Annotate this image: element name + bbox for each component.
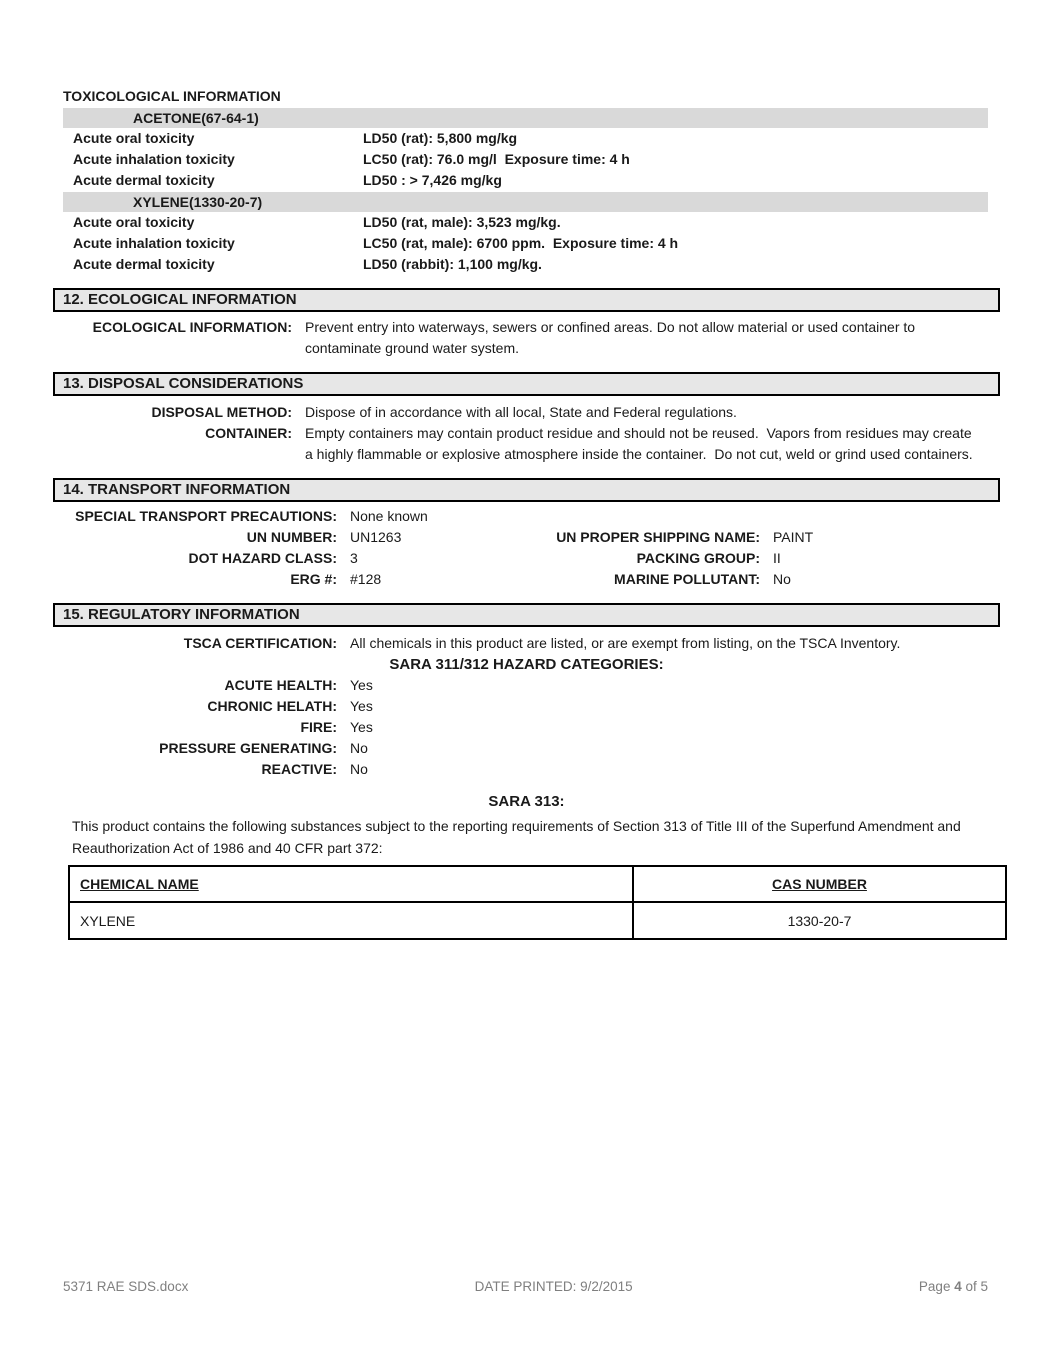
tox-row-label: Acute inhalation toxicity — [73, 151, 235, 167]
kv-value: No — [350, 740, 368, 756]
tox-row — [63, 170, 988, 191]
substance-banner-acetone: ACETONE(67-64-1) — [63, 108, 988, 128]
kv-label: UN PROPER SHIPPING NAME: — [556, 529, 760, 545]
kv-row — [53, 506, 1000, 527]
tox-row — [63, 149, 988, 170]
kv-value: Empty containers may contain product residue and should not be reused. Vapors from residues may create a highly flammable or explosive atmosphere inside the container. Do not cut, weld or grind used containers. — [305, 425, 976, 462]
footer-date-printed: DATE PRINTED: 9/2/2015 — [474, 1279, 633, 1294]
toxicology-title: TOXICOLOGICAL INFORMATION — [63, 88, 281, 104]
table-cell-chemical-name: XYLENE — [69, 902, 633, 939]
kv-label: ACUTE HEALTH: — [224, 677, 337, 693]
tox-row-label: Acute oral toxicity — [73, 214, 195, 230]
section-13-body — [0, 402, 1050, 465]
kv-row — [53, 402, 1000, 423]
hazard-row — [53, 738, 1000, 759]
kv-label: DISPOSAL METHOD: — [151, 404, 292, 420]
hazard-row — [53, 696, 1000, 717]
kv-value: #128 — [350, 571, 382, 587]
table-cell-cas-number: 1330-20-7 — [633, 902, 1006, 939]
tox-row-value: LD50 : > 7,426 mg/kg — [363, 172, 502, 188]
footer-filename: 5371 RAE SDS.docx — [63, 1279, 189, 1294]
sara-313-heading: SARA 313: — [488, 793, 565, 810]
tox-row-value: LC50 (rat, male): 6700 ppm. Exposure time: 4 h — [363, 235, 679, 251]
hazard-row — [53, 675, 1000, 696]
footer-page-prefix: Page — [918, 1279, 955, 1294]
kv-value: Prevent entry into waterways, sewers or confined areas. Do not allow material or used container to contaminate ground water system. — [305, 319, 919, 356]
table-header-cell-chemical-name — [69, 866, 633, 902]
kv-label: PRESSURE GENERATING: — [159, 740, 337, 756]
hazard-row — [53, 717, 1000, 738]
kv-row — [53, 317, 1000, 359]
kv-label: SPECIAL TRANSPORT PRECAUTIONS: — [75, 508, 337, 524]
tox-row — [63, 254, 988, 275]
table-header-row — [69, 866, 1006, 902]
section-12-body — [0, 317, 1050, 359]
kv-value: UN1263 — [350, 529, 402, 545]
kv-label: REACTIVE: — [261, 761, 337, 777]
section-15-header: 15. REGULATORY INFORMATION — [53, 603, 1000, 627]
tox-row-label: Acute oral toxicity — [73, 130, 195, 146]
kv-value: Yes — [350, 677, 373, 693]
tox-row-label: Acute dermal toxicity — [73, 256, 215, 272]
kv-label: ERG #: — [290, 571, 337, 587]
toxicology-section — [63, 86, 988, 275]
tox-row-value: LD50 (rabbit): 1,100 mg/kg. — [363, 256, 542, 272]
sara-313-paragraph: This product contains the following substances subject to the reporting requirements of Section 313 of Title III of the Superfund Amendment and Reauthorization Act of 1986 and 40 CFR part 372: — [72, 818, 961, 856]
section-12-header: 12. ECOLOGICAL INFORMATION — [53, 288, 1000, 312]
table-header-text: CHEMICAL NAME — [80, 876, 199, 892]
tox-row-label: Acute dermal toxicity — [73, 172, 215, 188]
footer-page-suffix: of 5 — [961, 1279, 988, 1294]
section-13-header: 13. DISPOSAL CONSIDERATIONS — [53, 372, 1000, 396]
sara-313-table — [68, 865, 1007, 940]
section-14-header: 14. TRANSPORT INFORMATION — [53, 478, 1000, 502]
tox-row — [63, 212, 988, 233]
kv-row-pair — [53, 527, 1000, 548]
kv-value: All chemicals in this product are listed, or are exempt from listing, on the TSCA Inventory. — [350, 635, 901, 651]
tox-row-value: LD50 (rat, male): 3,523 mg/kg. — [363, 214, 561, 230]
kv-value: No — [773, 571, 791, 587]
tox-row-value: LD50 (rat): 5,800 mg/kg — [363, 130, 518, 146]
kv-label: FIRE: — [300, 719, 337, 735]
kv-label: MARINE POLLUTANT: — [614, 571, 760, 587]
footer-page-indicator — [919, 1278, 988, 1296]
kv-value: 3 — [350, 550, 358, 566]
table-row — [69, 902, 1006, 939]
kv-label: DOT HAZARD CLASS: — [188, 550, 337, 566]
kv-label: CONTAINER: — [205, 425, 292, 441]
kv-value: Yes — [350, 719, 373, 735]
section-15-body — [0, 633, 1050, 940]
kv-row-pair — [53, 548, 1000, 569]
kv-label: PACKING GROUP: — [636, 550, 760, 566]
substance-banner-xylene: XYLENE(1330-20-7) — [63, 192, 988, 212]
table-header-cell-cas-number — [633, 866, 1006, 902]
page-footer — [63, 1278, 988, 1296]
tox-row-label: Acute inhalation toxicity — [73, 235, 235, 251]
hazard-row — [53, 759, 1000, 780]
kv-label: ECOLOGICAL INFORMATION: — [92, 319, 292, 335]
kv-value: None known — [350, 508, 428, 524]
footer-page-number: 4 — [954, 1279, 962, 1294]
sara-311-312-heading: SARA 311/312 HAZARD CATEGORIES: — [389, 656, 664, 673]
kv-value: Yes — [350, 698, 373, 714]
kv-row — [53, 423, 1000, 465]
tox-row — [63, 128, 988, 149]
tox-row — [63, 233, 988, 254]
tox-row-value: LC50 (rat): 76.0 mg/l Exposure time: 4 h — [363, 151, 630, 167]
section-14-body — [0, 506, 1050, 590]
kv-value: PAINT — [773, 529, 814, 545]
kv-value: II — [773, 550, 781, 566]
kv-value: No — [350, 761, 368, 777]
table-header-text: CAS NUMBER — [772, 876, 867, 892]
kv-row — [53, 633, 1000, 654]
kv-label: TSCA CERTIFICATION: — [183, 635, 337, 651]
kv-label: CHRONIC HELATH: — [207, 698, 337, 714]
kv-row-pair — [53, 569, 1000, 590]
kv-label: UN NUMBER: — [246, 529, 337, 545]
kv-value: Dispose of in accordance with all local, State and Federal regulations. — [305, 404, 737, 420]
